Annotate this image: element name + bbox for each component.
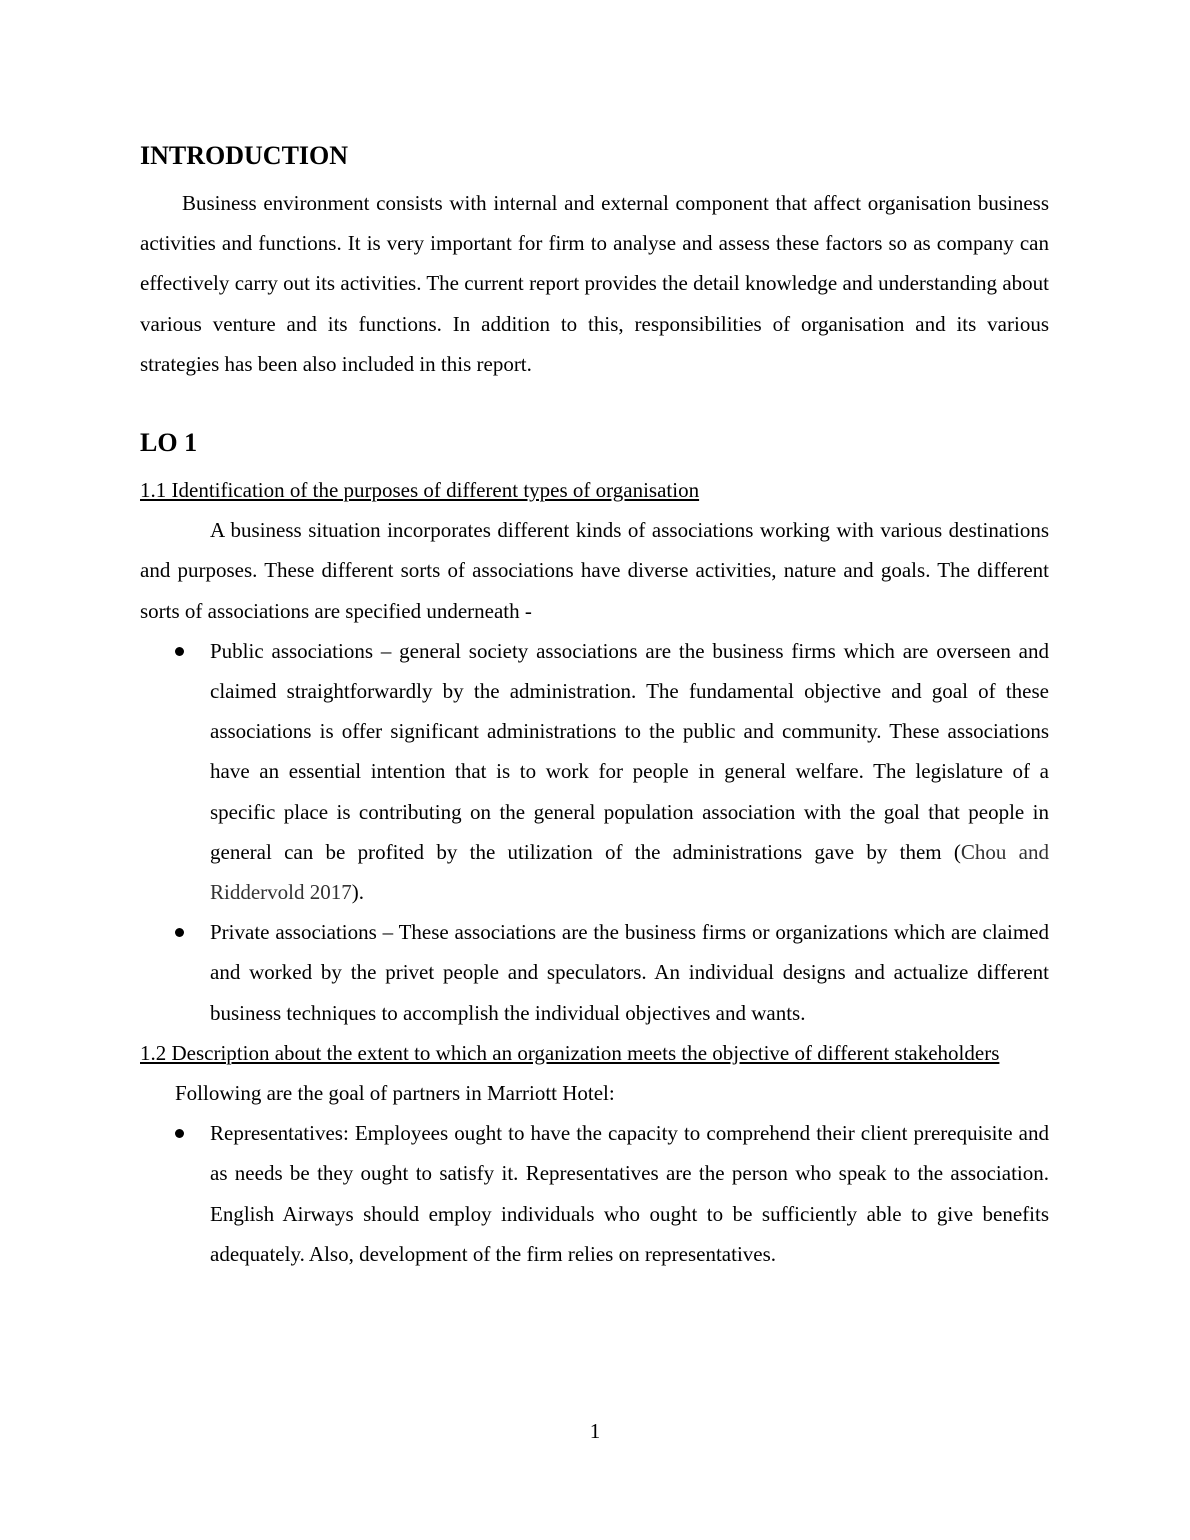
- bullet-icon: [175, 1129, 184, 1138]
- section-spacer: [140, 384, 1049, 425]
- section-1-2-title: 1.2 Description about the extent to which an organization meets the objective of different stakeholders: [140, 1040, 1000, 1065]
- page-number: 1: [589, 1419, 601, 1443]
- list-item-private-associations: [140, 912, 1049, 1033]
- bullet-icon: [175, 647, 184, 656]
- representatives-text: Representatives: Employees ought to have the capacity to comprehend their client prerequisite and as needs be they ought to satisfy it. Representatives are the person who speak to the association. English Airways should employ individuals who ought to be sufficiently able to give benefits adequately. Also, development of the firm relies on representatives.: [210, 1121, 1049, 1266]
- organisation-types-list: [140, 631, 1049, 1033]
- citation-close: ).: [351, 880, 364, 905]
- public-associations-text: Public associations – general society associations are the business firms which are overseen and claimed straightforwardly by the administration. The fundamental objective and goal of these associations is offer significant administrations to the public and community. These associations have an essential intention that is to work for people in general welfare. The legislature of a specific place is contributing on the general population association with the goal that people in general can be profited by the utilization of the administrations gave by them (: [210, 638, 1049, 864]
- citation: Chou and Riddervold 2017: [210, 839, 1049, 905]
- stakeholder-goals-list: [140, 1113, 1049, 1274]
- bullet-icon: [175, 928, 184, 937]
- list-item-public-associations: [140, 631, 1049, 912]
- document-page: [140, 138, 1049, 1274]
- section-1-1-title: 1.1 Identification of the purposes of different types of organisation: [140, 478, 700, 503]
- section-1-1-paragraph: A business situation incorporates different kinds of associations working with various destinations and purposes. These different sorts of associations have diverse activities, nature and goals. The different sorts of associations are specified underneath -: [140, 518, 1049, 623]
- lo1-heading: LO 1: [140, 428, 198, 458]
- private-associations-text: Private associations – These associations are the business firms or organizations which are claimed and worked by the privet people and speculators. An individual designs and actualize different business techniques to accomplish the individual objectives and wants.: [210, 920, 1049, 1025]
- section-1-2-lead-in: Following are the goal of partners in Marriott Hotel:: [175, 1081, 615, 1106]
- introduction-paragraph: Business environment consists with internal and external component that affect organisation business activities and functions. It is very important for firm to analyse and assess these factors so as company can effectively carry out its activities. The current report provides the detail knowledge and understanding about various venture and its functions. In addition to this, responsibilities of organisation and its various strategies has been also included in this report.: [140, 191, 1049, 376]
- list-item-representatives: [140, 1113, 1049, 1274]
- introduction-heading: INTRODUCTION: [140, 141, 349, 170]
